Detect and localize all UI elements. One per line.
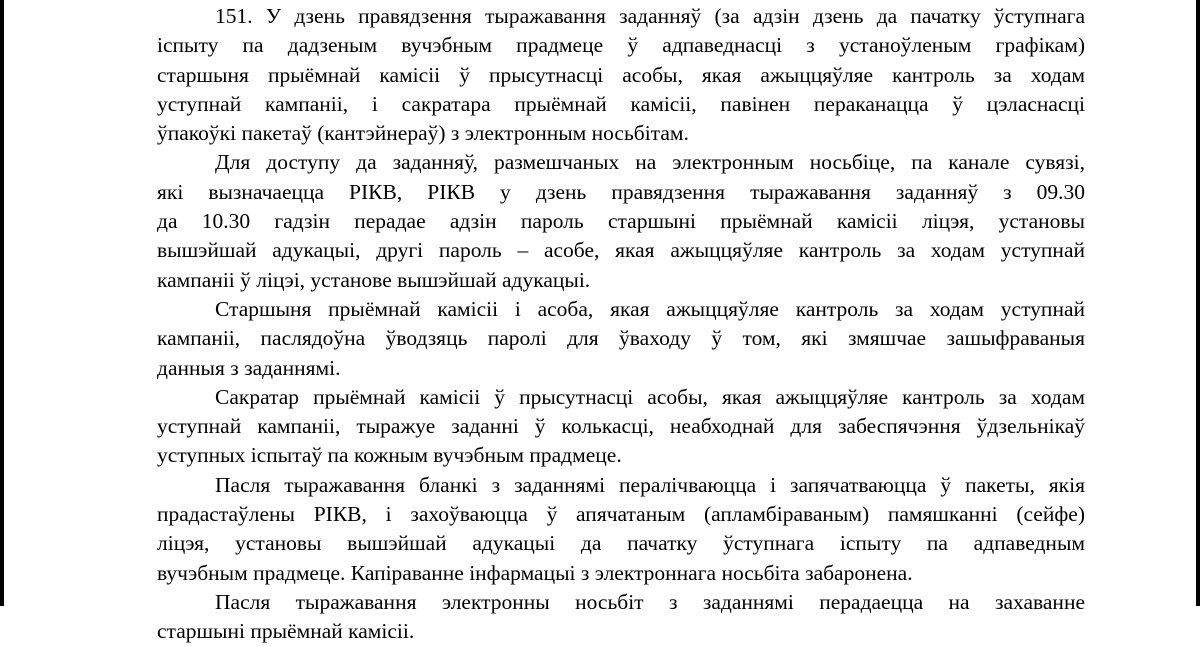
text-line: ліцэя, установы вышэйшай адукацыі да пачатку ўступнага іспыту па адпаведным [157, 531, 1085, 556]
document-page [157, 2, 1085, 647]
paragraph-secretary-copies [157, 383, 1085, 471]
text-line: кампаніі ў ліцэі, установе вышэйшай адукацыі. [157, 267, 591, 292]
text-line: уступнай кампаніі, і сакратара прыёмнай камісіі, павінен пераканацца ў цэласнасці [157, 91, 1085, 116]
text-line: Пасля тыражавання электронны носьбіт з заданнямі перадаецца на захаванне [215, 589, 1085, 614]
paragraph-151 [157, 2, 1085, 148]
text-line: уступнай кампаніі, тыражуе заданні ў колькасці, неабходнай для забеспячэння ўдзельнікаў [157, 414, 1085, 439]
text-line: старшыні прыёмнай камісіі. [157, 619, 415, 644]
paragraph-password-entry [157, 295, 1085, 383]
text-line: старшыня прыёмнай камісіі ў прысутнасці асобы, якая ажыццяўляе кантроль за ходам [157, 62, 1085, 87]
paragraph-packaging [157, 471, 1085, 588]
text-line: Для доступу да заданняў, размешчаных на электронным носьбіце, па канале сувязі, [215, 150, 1085, 175]
text-line: данныя з заданнямі. [157, 355, 341, 380]
text-line: Старшыня прыёмнай камісіі і асоба, якая ажыццяўляе кантроль за ходам уступнай [215, 296, 1085, 321]
paragraph-password-access [157, 148, 1085, 294]
text-line: вучэбным прадмеце. Капіраванне інфармацыі з электроннага носьбіта забаронена. [157, 560, 913, 585]
text-line: ўпакоўкі пакетаў (кантэйнераў) з электронным носьбітам. [157, 121, 689, 146]
text-line: уступных іспытаў па кожным вучэбным прадмеце. [157, 443, 622, 468]
text-line: іспыту па дадзеным вучэбным прадмеце ў адпаведнасці з устаноўленым графікам) [157, 33, 1085, 58]
text-line: 151. У дзень правядзення тыражавання заданняў (за адзін дзень да пачатку ўступнага [215, 4, 1085, 28]
text-line: да 10.30 гадзін перадае адзін пароль старшыні прыёмнай камісіі ліцэя, установы [157, 209, 1085, 234]
text-line: Пасля тыражавання бланкі з заданнямі пералічваюцца і запячатваюцца ў пакеты, якія [215, 472, 1085, 497]
text-line: які вызначаецца РІКВ, РІКВ у дзень правядзення тыражавання заданняў з 09.30 [157, 179, 1085, 204]
text-line: кампаніі, паслядоўна ўводзяць паролі для ўваходу ў том, які змяшчае зашыфраваныя [157, 326, 1085, 351]
text-line: прадастаўлены РІКВ, і захоўваюцца ў апячатаным (апламбіраваным) памяшканні (сейфе) [157, 502, 1085, 527]
text-line: вышэйшай адукацыі, другі пароль – асобе, якая ажыццяўляе кантроль за ходам уступнай [157, 238, 1085, 263]
paragraph-storage [157, 588, 1085, 647]
text-line: Сакратар прыёмнай камісіі ў прысутнасці асобы, якая ажыццяўляе кантроль за ходам [215, 384, 1085, 409]
